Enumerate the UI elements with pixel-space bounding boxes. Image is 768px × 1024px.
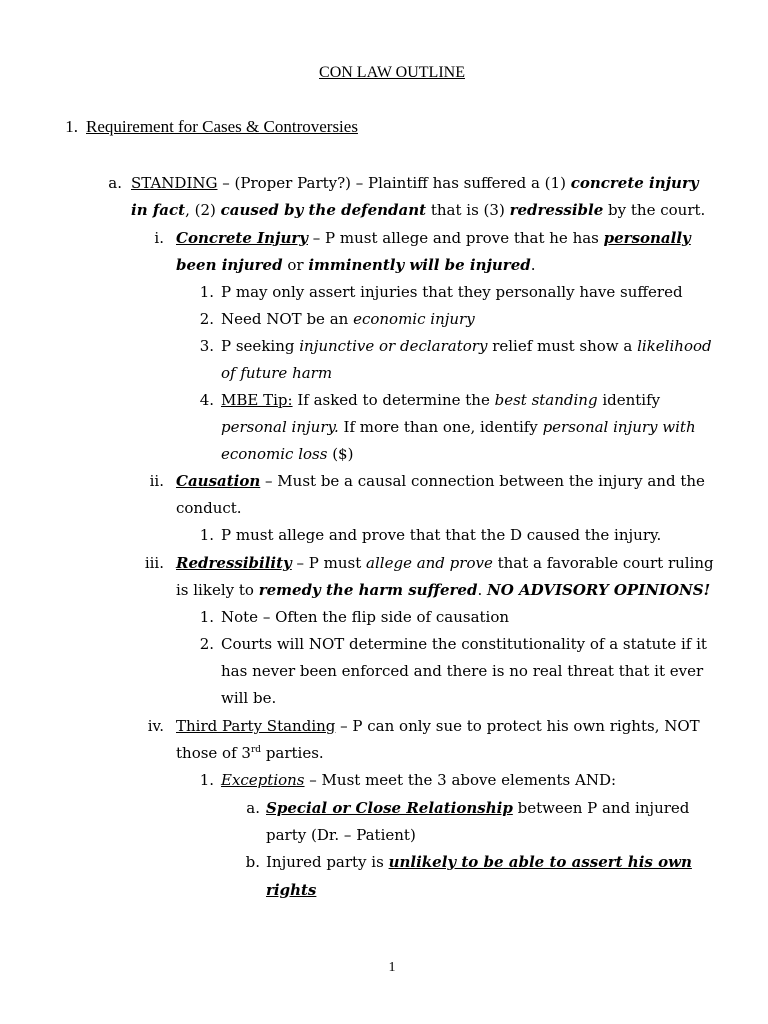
causation-item-1-num: 1. (199, 526, 214, 544)
concrete-item-3-line-2: of future harm (221, 364, 333, 382)
third-label: iv. (147, 717, 164, 735)
concrete-line-2: been injured or imminently will be injured. (176, 256, 536, 274)
exception-b-line-2: rights (266, 881, 317, 899)
standing-line-1: STANDING – (Proper Party?) – Plaintiff has suffered a (1) concrete injury (131, 174, 699, 192)
concrete-item-2: Need NOT be an economic injury (221, 310, 475, 328)
redress-line-1: Redressibility – P must allege and prove that a favorable court ruling (176, 554, 714, 572)
third-line-2: those of 3rd parties. (176, 744, 324, 762)
concrete-item-4-line-1: MBE Tip: If asked to determine the best standing identify (221, 391, 661, 409)
redress-label: iii. (144, 554, 164, 572)
redress-line-2: is likely to remedy the harm suffered. NO ADVISORY OPINIONS! (176, 581, 711, 599)
concrete-item-4-line-3: economic loss ($) (221, 445, 354, 463)
section-number: 1. (65, 117, 78, 136)
exceptions-line: Exceptions – Must meet the 3 above elements AND: (221, 771, 617, 789)
concrete-item-3-line-1: P seeking injunctive or declaratory relief must show a likelihood (221, 337, 712, 355)
concrete-item-1: P may only assert injuries that they personally have suffered (221, 283, 683, 301)
standing-label: a. (108, 174, 122, 192)
exception-b-num: b. (245, 853, 260, 871)
concrete-item-1-num: 1. (199, 283, 214, 301)
redress-item-1: Note – Often the flip side of causation (221, 608, 510, 626)
third-line-1: Third Party Standing – P can only sue to protect his own rights, NOT (176, 717, 700, 735)
concrete-item-3-num: 3. (199, 337, 214, 355)
section-heading: Requirement for Cases & Controversies (86, 117, 358, 136)
exception-b-line-1: Injured party is unlikely to be able to assert his own (266, 853, 692, 871)
standing-line-2: in fact, (2) caused by the defendant that is (3) redressible by the court. (131, 201, 706, 219)
concrete-item-2-num: 2. (199, 310, 214, 328)
concrete-item-4-line-2: personal injury. If more than one, identify personal injury with (221, 418, 696, 436)
concrete-item-4-num: 4. (199, 391, 214, 409)
concrete-line-1: Concrete Injury – P must allege and prove that he has personally (176, 229, 691, 247)
exceptions-num: 1. (199, 771, 214, 789)
redress-item-2-line-2: has never been enforced and there is no real threat that it ever (221, 662, 704, 680)
page-number: 1 (388, 960, 396, 975)
redress-item-1-num: 1. (199, 608, 214, 626)
page-title: CON LAW OUTLINE (319, 64, 465, 81)
redress-item-2-num: 2. (199, 635, 214, 653)
redress-item-2-line-1: Courts will NOT determine the constitutionality of a statute if it (221, 635, 707, 653)
exception-a-num: a. (246, 799, 260, 817)
causation-item-1: P must allege and prove that that the D caused the injury. (221, 526, 662, 544)
causation-line-2: conduct. (176, 499, 242, 517)
causation-line-1: Causation – Must be a causal connection between the injury and the (176, 472, 705, 490)
exception-a-line-1: Special or Close Relationship between P and injured (266, 799, 690, 817)
exception-a-line-2: party (Dr. – Patient) (266, 826, 416, 844)
causation-label: ii. (149, 472, 164, 490)
redress-item-2-line-3: will be. (221, 689, 277, 707)
concrete-label: i. (154, 229, 164, 247)
